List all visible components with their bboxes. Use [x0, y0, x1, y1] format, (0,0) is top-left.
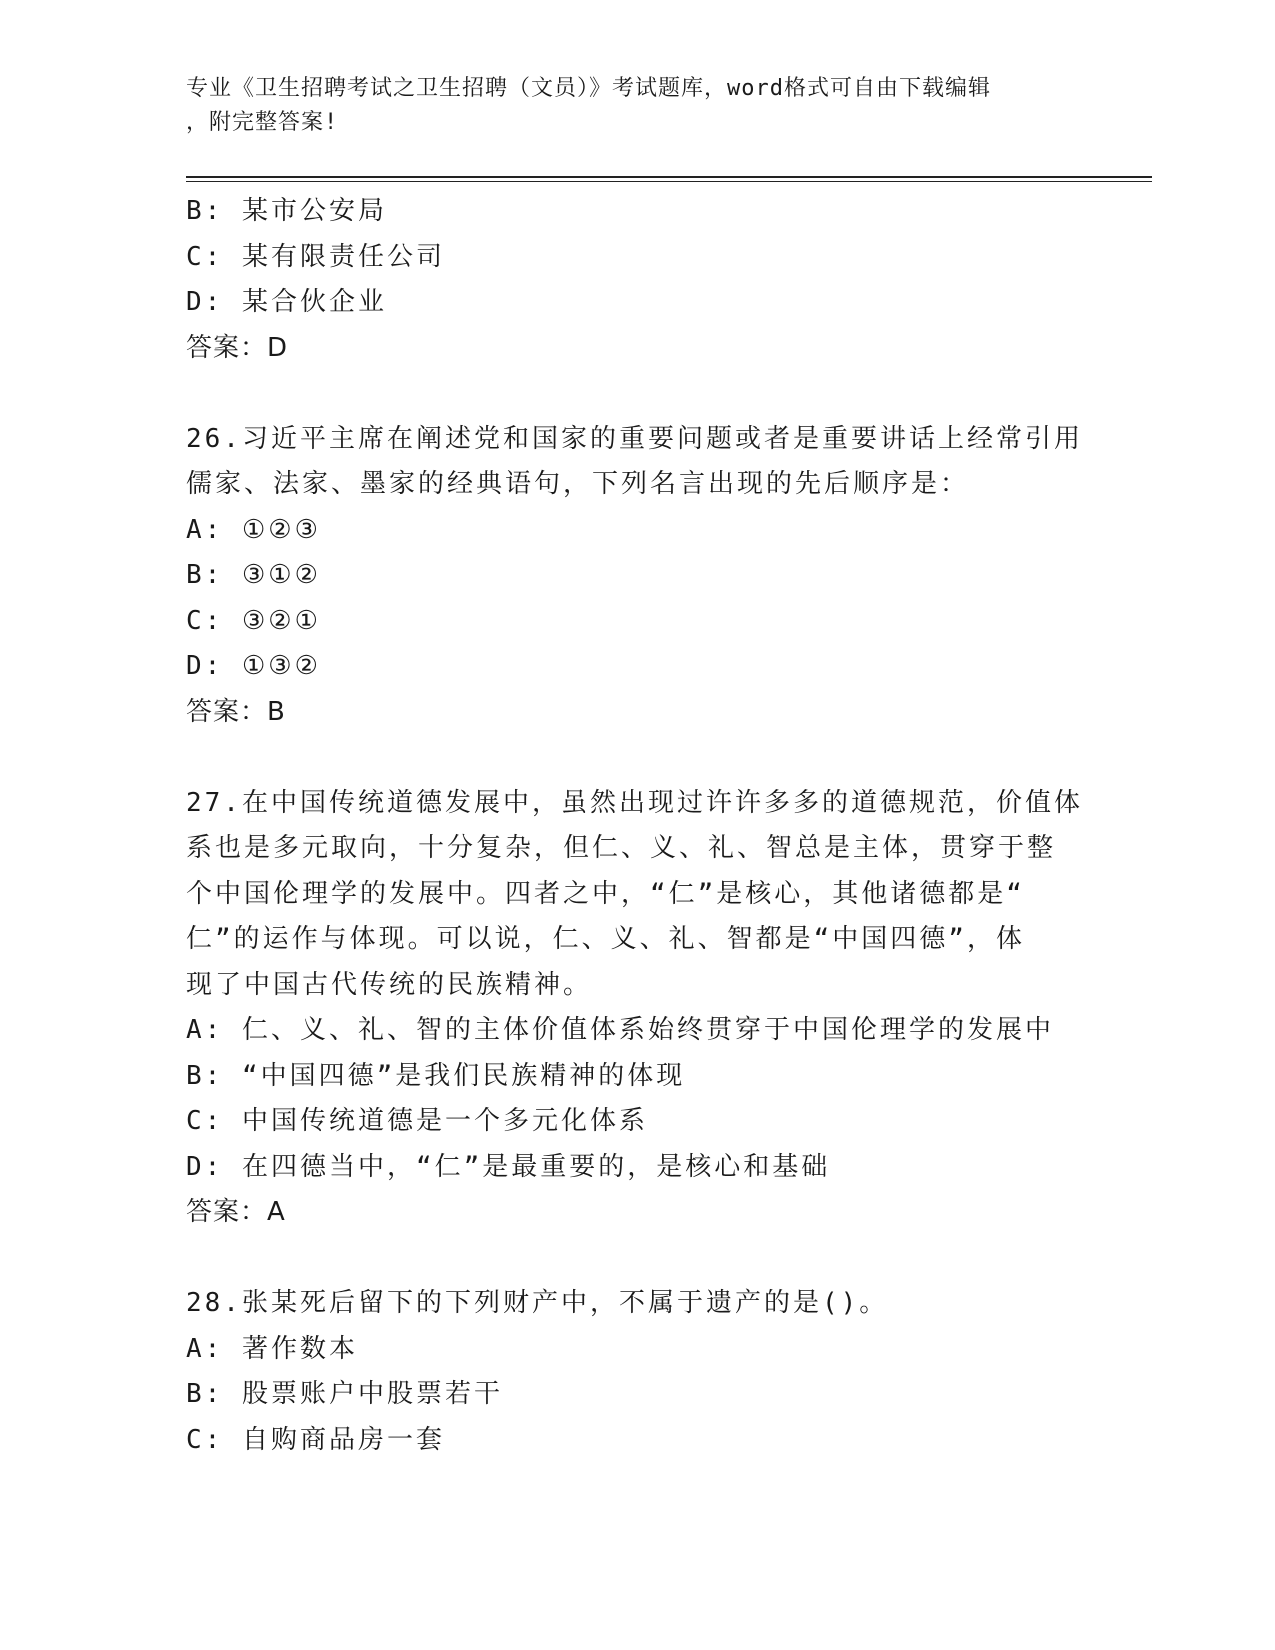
header-title-line-2: ，附完整答案! — [186, 110, 339, 135]
q25-option-c: C: 某有限责任公司 — [186, 241, 445, 272]
q26-answer: 答案：B — [186, 696, 286, 727]
q26-option-a: A: ①②③ — [186, 514, 321, 545]
q27-option-b: B: “中国四德”是我们民族精神的体现 — [186, 1060, 686, 1091]
q27-option-d: D: 在四德当中，“仁”是最重要的，是核心和基础 — [186, 1151, 831, 1182]
q25-answer: 答案：D — [186, 332, 289, 363]
q27-stem-line-3: 个中国伦理学的发展中。四者之中，“仁”是核心，其他诸德都是“ — [186, 878, 1025, 909]
q27-stem-line-1: 27.在中国传统道德发展中，虽然出现过许许多多的道德规范，价值体 — [186, 787, 1083, 818]
header-divider-thin — [186, 181, 1152, 182]
spacer — [186, 1236, 1086, 1282]
q26-option-d: D: ①③② — [186, 651, 321, 681]
q28-option-c: C: 自购商品房一套 — [186, 1424, 445, 1455]
q27-option-c: C: 中国传统道德是一个多元化体系 — [186, 1106, 648, 1136]
header-title-line-1: 专业《卫生招聘考试之卫生招聘（文员）》考试题库，word格式可自由下载编辑 — [186, 76, 991, 101]
q25-option-d: D: 某合伙企业 — [186, 287, 387, 317]
q28-option-a: A: 著作数本 — [186, 1333, 358, 1364]
question-28 — [186, 1281, 1086, 1463]
q28-option-b: B: 股票账户中股票若干 — [186, 1379, 503, 1409]
q26-option-c: C: ③②① — [186, 605, 321, 636]
q27-stem-line-2: 系也是多元取向，十分复杂，但仁、义、礼、智总是主体，贯穿于整 — [186, 833, 1057, 863]
question-26 — [186, 417, 1086, 736]
q27-answer: 答案：A — [186, 1197, 286, 1227]
question-list — [186, 189, 1086, 1463]
q27-option-a: A: 仁、义、礼、智的主体价值体系始终贯穿于中国伦理学的发展中 — [186, 1015, 1054, 1045]
q26-stem-line-1: 26.习近平主席在阐述党和国家的重要问题或者是重要讲话上经常引用 — [186, 423, 1083, 454]
q27-stem-line-4: 仁”的运作与体现。可以说，仁、义、礼、智都是“中国四德”，体 — [186, 924, 1025, 954]
spacer — [186, 371, 1086, 417]
q27-stem-line-5: 现了中国古代传统的民族精神。 — [186, 969, 593, 1000]
question-27 — [186, 781, 1086, 1236]
document-header — [186, 72, 1086, 140]
q26-option-b: B: ③①② — [186, 560, 321, 590]
header-divider-thick — [186, 176, 1152, 178]
q26-stem-line-2: 儒家、法家、墨家的经典语句，下列名言出现的先后顺序是： — [186, 469, 970, 499]
spacer — [186, 735, 1086, 781]
q28-stem-line-1: 28.张某死后留下的下列财产中，不属于遗产的是()。 — [186, 1288, 889, 1318]
question-25 — [186, 189, 1086, 371]
q25-option-b: B: 某市公安局 — [186, 196, 387, 226]
